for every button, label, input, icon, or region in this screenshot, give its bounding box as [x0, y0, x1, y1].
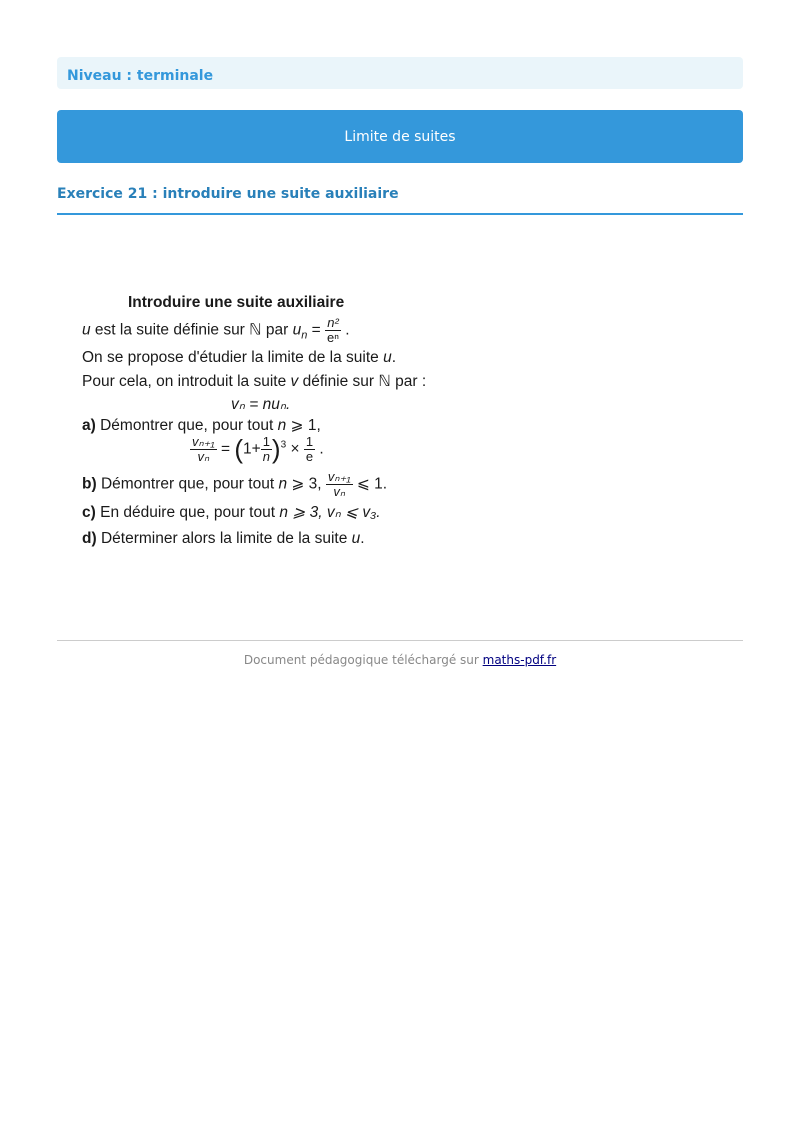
footer-link[interactable]: maths-pdf.fr	[482, 653, 557, 667]
exercise-line-3: Pour cela, on introduit la suite v définie sur ℕ par :	[82, 373, 427, 390]
level-banner	[57, 57, 743, 89]
question-d: d) Déterminer alors la limite de la suite u.	[82, 530, 365, 547]
page-title: Limite de suites	[344, 128, 456, 145]
exercise-line-2: On se propose d'étudier la limite de la suite u.	[82, 349, 397, 366]
question-b: b) Démontrer que, pour tout n ⩾ 3, $\frac{\text{vₙ₊₁}}{\text{vₙ}}$ ⩽ 1.	[82, 469, 388, 499]
footer-text: Document pédagogique téléchargé sur	[243, 653, 483, 667]
level-label: Niveau : terminale	[67, 68, 214, 84]
exercise-line-4: vₙ = nuₙ.	[231, 396, 291, 413]
title-banner	[57, 110, 743, 163]
question-c: c) En déduire que, pour tout n ⩾ 3, vₙ ⩽ v₃.	[82, 504, 381, 521]
exercise-heading: Exercice 21 : introduire une suite auxiliaire	[57, 186, 743, 215]
question-a-formula: $\frac{\text{vₙ₊₁}}{\text{vₙ}}$ = (1+ $\frac{1}{n}$ )$^3$ × $\frac{1}{e}$ .	[192, 434, 324, 464]
exercise-line-1: u est la suite définie sur ℕ par $u_n$ = $\frac{\text{n²}}{\text{eⁿ}}$ .	[82, 315, 350, 345]
exercise-statement-image	[82, 294, 442, 550]
exercise-title: Introduire une suite auxiliaire	[128, 294, 345, 311]
footer-divider	[57, 640, 743, 641]
footer	[0, 653, 800, 667]
question-a: a) Démontrer que, pour tout n ⩾ 1,	[82, 417, 321, 434]
